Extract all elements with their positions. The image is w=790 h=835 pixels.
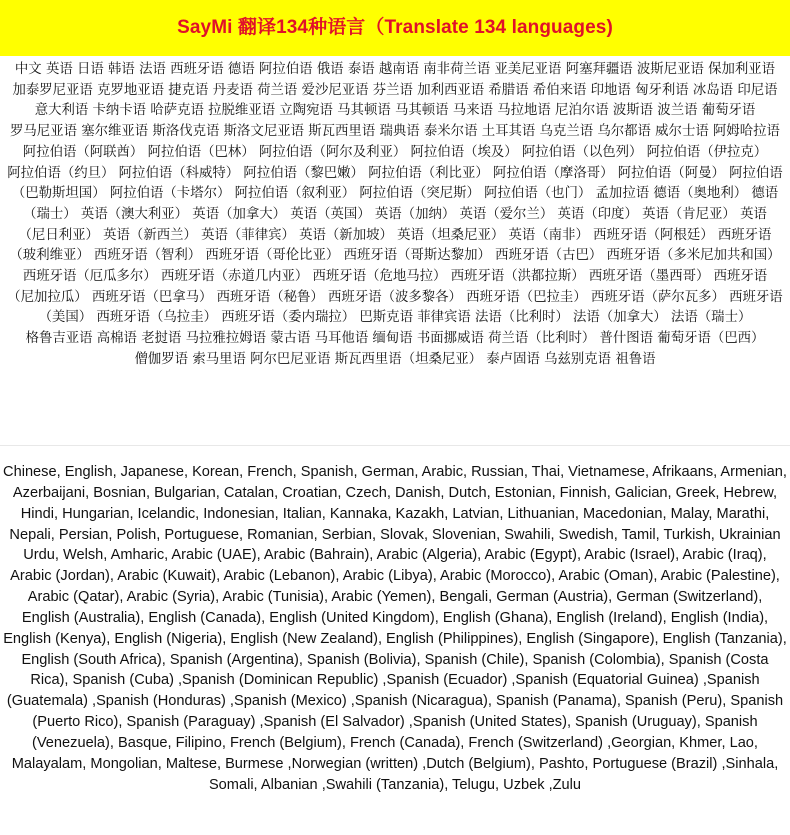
page-title: SayMi 翻译134种语言（Translate 134 languages) bbox=[177, 17, 613, 38]
chinese-language-list: 中文 英语 日语 韩语 法语 西班牙语 德语 阿拉伯语 俄语 泰语 越南语 南非荷兰语 亚美尼亚语 阿塞拜疆语 波斯尼亚语 保加利亚语 加泰罗尼亚语 克罗地亚语 捷克语 丹麦语 荷兰语 爱沙尼亚语 芬兰语 加利西亚语 希腊语 希伯来语 印地语 匈牙利语 冰岛语 印尼语 意大利语 卡纳卡语 哈萨克语 拉脱维亚语 立陶宛语 马其顿语 马其顿语 马来语 马拉地语 尼泊尔语 波斯语 波兰语 葡萄牙语 罗马尼亚语 塞尔维亚语 斯洛伐克语 斯洛文尼亚语 斯瓦西里语 瑞典语 泰米尔语 土耳其语 乌克兰语 乌尔都语 威尔士语 阿姆哈拉语 阿拉伯语（阿联酋） 阿拉伯语（巴林） 阿拉伯语（阿尔及利亚） 阿拉伯语（埃及） 阿拉伯语（以色列） 阿拉伯语（伊拉克） 阿拉伯语（约旦） 阿拉伯语（科威特） 阿拉伯语（黎巴嫩） 阿拉伯语（利比亚） 阿拉伯语（摩洛哥） 阿拉伯语（阿曼） 阿拉伯语（巴勒斯坦国） 阿拉伯语（卡塔尔） 阿拉伯语（叙利亚） 阿拉伯语（突尼斯） 阿拉伯语（也门） 孟加拉语 德语（奥地利） 德语（瑞士） 英语（澳大利亚） 英语（加拿大） 英语（英国） 英语（加纳） 英语（爱尔兰） 英语（印度） 英语（肯尼亚） 英语（尼日利亚） 英语（新西兰） 英语（菲律宾） 英语（新加坡） 英语（坦桑尼亚） 英语（南非） 西班牙语（阿根廷） 西班牙语（玻利维亚） 西班牙语（智利） 西班牙语（哥伦比亚） 西班牙语（哥斯达黎加） 西班牙语（古巴） 西班牙语（多米尼加共和国） 西班牙语（厄瓜多尔） 西班牙语（赤道几内亚） 西班牙语（危地马拉） 西班牙语（洪都拉斯） 西班牙语（墨西哥） 西班牙语（尼加拉瓜） 西班牙语（巴拿马） 西班牙语（秘鲁） 西班牙语（波多黎各） 西班牙语（巴拉圭） 西班牙语（萨尔瓦多） 西班牙语（美国） 西班牙语（乌拉圭） 西班牙语（委内瑞拉） 巴斯克语 菲律宾语 法语（比利时） 法语（加拿大） 法语（瑞士） 格鲁吉亚语 高棉语 老挝语 马拉雅拉姆语 蒙古语 马耳他语 缅甸语 书面挪威语 荷兰语（比利时） 普什图语 葡萄牙语（巴西） 僧伽罗语 索马里语 阿尔巴尼亚语 斯瓦西里语（坦桑尼亚） 泰卢固语 乌兹别克语 祖鲁语 bbox=[7, 62, 783, 367]
section-divider bbox=[0, 445, 790, 446]
header-banner bbox=[0, 0, 790, 56]
english-language-list: Chinese, English, Japanese, Korean, French, Spanish, German, Arabic, Russian, Thai, Vietnamese, Afrikaans, Armenian, Azerbaijani, Bosnian, Bulgarian, Catalan, Croatian, Czech, Danish, Dutch, Estonian, Finnish, Galician, Greek, Hebrew, Hindi, Hungarian, Icelandic, Indonesian, Italian, Kannaka, Kazakh, Latvian, Lithuanian, Macedonian, Malay, Marathi, Nepali, Persian, Polish, Portuguese, Romanian, Serbian, Slovak, Slovenian, Swahili, Swedish, Tamil, Turkish, Ukrainian Urdu, Welsh, Amharic, Arabic (UAE), Arabic (Bahrain), Arabic (Algeria), Arabic (Egypt), Arabic (Israel), Arabic (Iraq), Arabic (Jordan), Arabic (Kuwait), Arabic (Lebanon), Arabic (Libya), Arabic (Morocco), Arabic (Oman), Arabic (Palestine), Arabic (Qatar), Arabic (Syria), Arabic (Tunisia), Arabic (Yemen), Bengali, German (Austria), German (Switzerland), English (Australia), English (Canada), English (United Kingdom), English (Ghana), English (Ireland), English (India), English (Kenya), English (Nigeria), English (New Zealand), English (Philippines), English (Singapore), English (Tanzania), English (South Africa), Spanish (Argentina), Spanish (Bolivia), Spanish (Chile), Spanish (Colombia), Spanish (Costa Rica), Spanish (Cuba) ,Spanish (Dominican Republic) ,Spanish (Ecuador) ,Spanish (Equatorial Guinea) ,Spanish (Guatemala) ,Spanish (Honduras) ,Spanish (Mexico) ,Spanish (Nicaragua), Spanish (Panama), Spanish (Peru), Spanish (Puerto Rico), Spanish (Paraguay) ,Spanish (El Salvador) ,Spanish (United States), Spanish (Uruguay), Spanish (Venezuela), Basque, Filipino, French (Belgium), French (Canada), French (Switzerland) ,Georgian, Khmer, Lao, Malayalam, Mongolian, Maltese, Burmese ,Norwegian (written) ,Dutch (Belgium), Pashto, Portuguese (Brazil) ,Sinhala, Somali, Albanian ,Swahili (Tanzania), Telugu, Uzbek ,Zulu bbox=[3, 464, 787, 793]
